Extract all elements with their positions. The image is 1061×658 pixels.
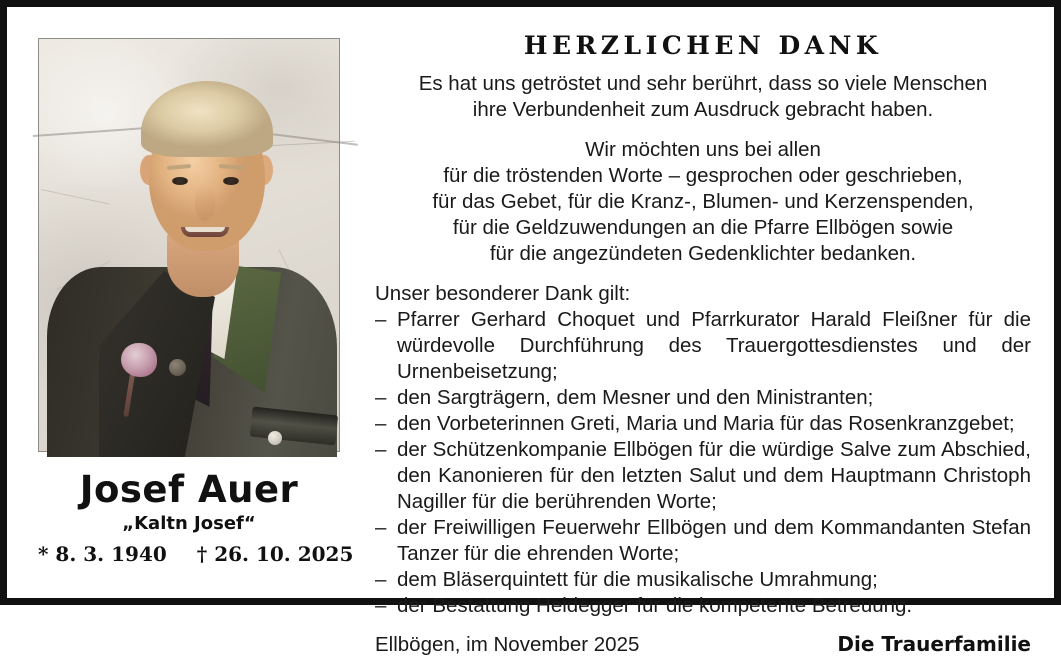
eye xyxy=(172,177,188,185)
notice-page xyxy=(7,7,1054,656)
list-item: – der Schützenkompanie Ellbögen für die würdige Salve zum Abschied, den Kanonieren für den letzten Salut und dem Hauptmann Christoph Nagiller für die berührenden Worte; xyxy=(375,437,1031,515)
list-item: – der Freiwilligen Feuerwehr Ellbögen und dem Kommandanten Stefan Tanzer für die ehrenden Worte; xyxy=(375,515,1031,567)
notice-footer xyxy=(375,631,1031,658)
portrait-column xyxy=(38,38,354,567)
deceased-nickname: „Kaltn Josef“ xyxy=(122,513,256,534)
text-column xyxy=(375,31,1031,658)
name-block xyxy=(38,468,354,567)
thanks-paragraph-1: Es hat uns getröstet und sehr berührt, dass so viele Menschen ihre Verbundenheit zum Ausdruck gebracht haben. xyxy=(418,72,988,121)
eye xyxy=(223,177,239,185)
place-and-date: Ellbögen, im November 2025 xyxy=(375,633,640,656)
life-dates xyxy=(38,541,354,567)
list-item: – der Bestattung Heidegger für die kompetente Betreuung. xyxy=(375,593,1031,619)
hair xyxy=(141,81,273,157)
thanks-paragraph-2: Wir möchten uns bei allen für die tröstenden Worte – gesprochen oder geschrieben, für das Gebet, für die Kranz-, Blumen- und Kerzenspenden, für die Geldzuwendungen an die Pfarre Ellbögen sowie für die angezündeten Gedenklichter bedanken. xyxy=(432,138,974,265)
special-thanks-list xyxy=(375,307,1031,619)
page-title: HERZLICHEN DANK xyxy=(523,31,883,60)
death-date: † 26. 10. 2025 xyxy=(196,542,354,566)
jacket-button xyxy=(268,431,282,445)
deceased-name: Josef Auer xyxy=(79,468,299,511)
portrait-photo xyxy=(38,38,340,452)
jacket-button xyxy=(169,359,186,376)
list-item: – den Sargträgern, dem Mesner und den Ministranten; xyxy=(375,385,1031,411)
teeth xyxy=(185,227,225,232)
portrait-subject xyxy=(39,39,339,451)
birth-date: * 8. 3. 1940 xyxy=(38,542,167,566)
list-item: – Pfarrer Gerhard Choquet und Pfarrkurator Harald Fleißner für die würdevolle Durchführung des Trauergottesdienstes und der Urnenbeisetzung; xyxy=(375,307,1031,385)
list-item: – dem Bläserquintett für die musikalische Umrahmung; xyxy=(375,567,1031,593)
special-thanks-intro: Unser besonderer Dank gilt: xyxy=(375,282,631,305)
boutonniere-flower xyxy=(121,343,157,377)
signature: Die Trauerfamilie xyxy=(837,632,1031,656)
nose xyxy=(195,185,215,221)
list-item: – den Vorbeterinnen Greti, Maria und Maria für das Rosenkranzgebet; xyxy=(375,411,1031,437)
